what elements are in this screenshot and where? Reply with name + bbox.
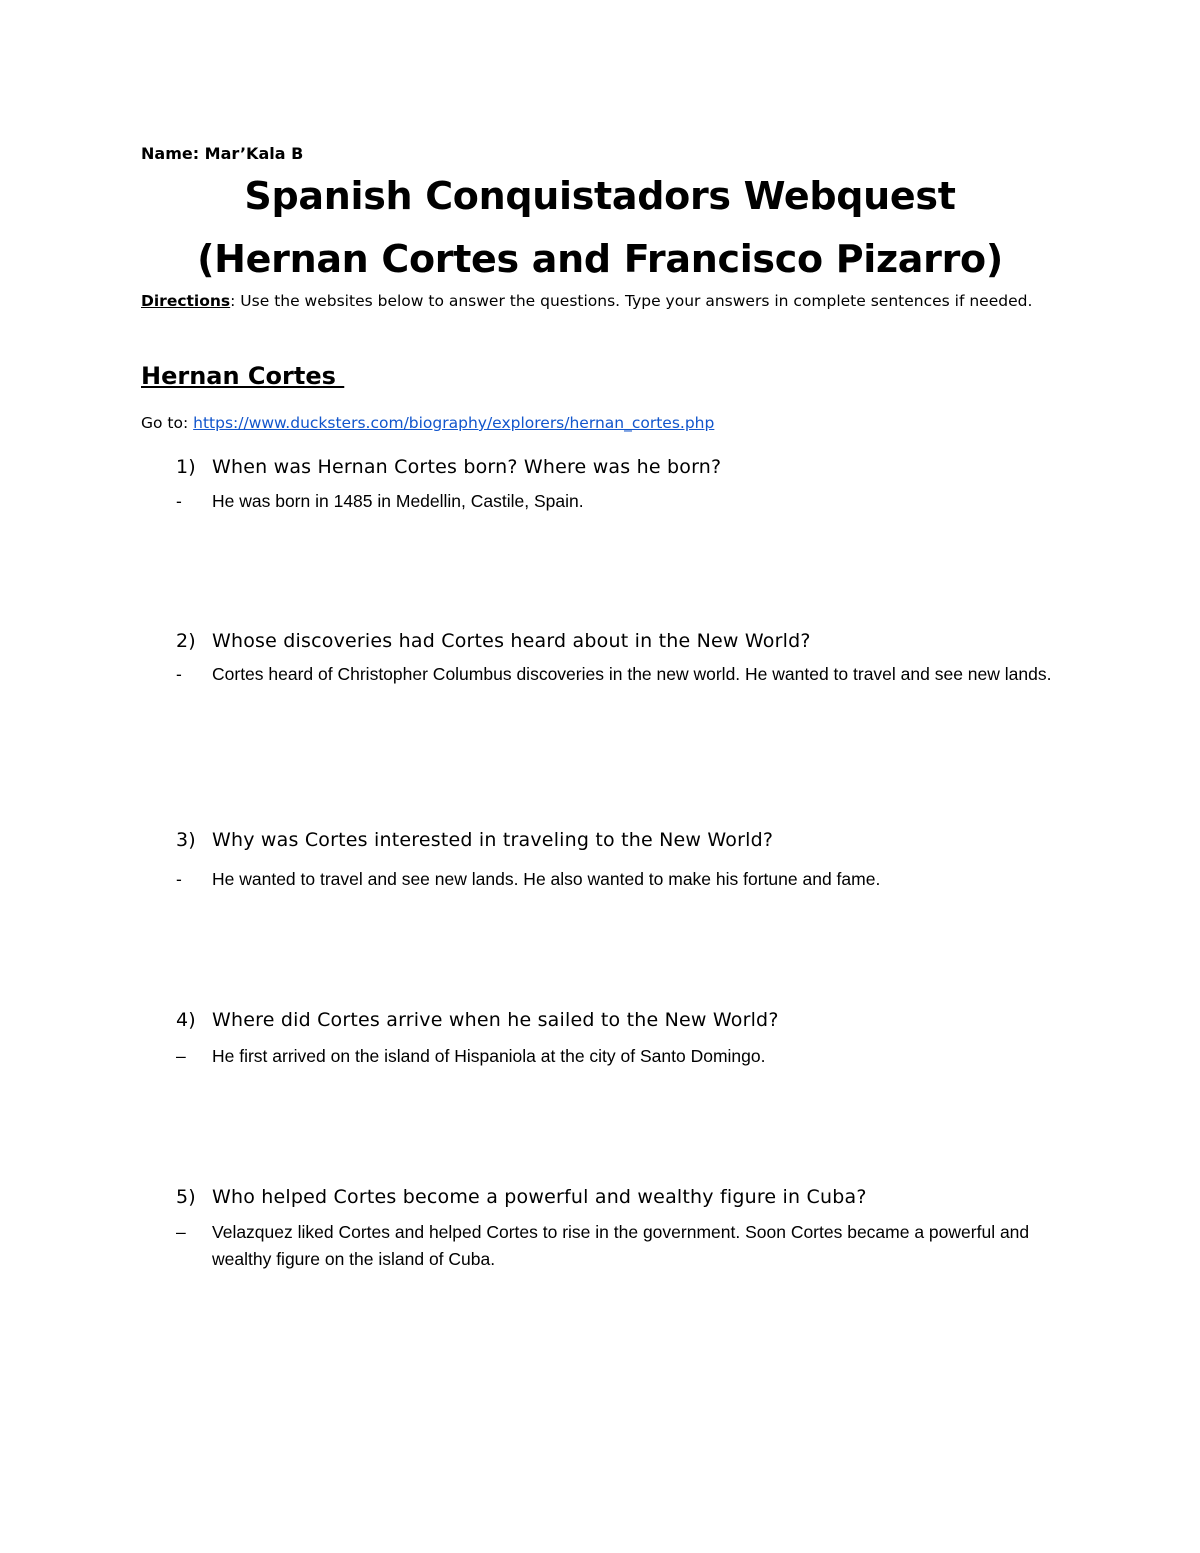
goto-line	[141, 414, 714, 432]
directions-paragraph	[141, 288, 1041, 315]
answer-bullet: –	[176, 1222, 186, 1242]
document-subtitle: (Hernan Cortes and Francisco Pizarro)	[197, 237, 1003, 281]
answer-bullet: -	[176, 664, 182, 684]
answer-5	[176, 1219, 1056, 1273]
answer-text: Velazquez liked Cortes and helped Cortes to rise in the government. Soon Cortes became a powerful and wealthy figure on the island of Cuba.	[212, 1222, 1030, 1269]
document-title: Spanish Conquistadors Webquest	[244, 174, 956, 218]
question-3	[176, 829, 773, 851]
question-text: Why was Cortes interested in traveling to the New World?	[212, 829, 774, 851]
question-5	[176, 1186, 867, 1208]
question-number: 2)	[176, 630, 196, 652]
answer-bullet: -	[176, 869, 182, 889]
answer-text: He wanted to travel and see new lands. He also wanted to make his fortune and fame.	[212, 869, 881, 889]
goto-label: Go to:	[141, 414, 194, 432]
question-number: 4)	[176, 1009, 196, 1031]
question-text: Whose discoveries had Cortes heard about in the New World?	[212, 630, 811, 652]
answer-text: He first arrived on the island of Hispaniola at the city of Santo Domingo.	[212, 1046, 766, 1066]
section-heading: Hernan Cortes	[141, 362, 345, 390]
answer-4	[176, 1043, 1056, 1070]
directions-label: Directions	[141, 292, 231, 310]
answer-bullet: –	[176, 1046, 186, 1066]
question-2	[176, 630, 811, 652]
question-text: Where did Cortes arrive when he sailed to the New World?	[212, 1009, 779, 1031]
question-text: When was Hernan Cortes born? Where was he born?	[212, 456, 722, 478]
question-1	[176, 456, 721, 478]
answer-text: Cortes heard of Christopher Columbus discoveries in the new world. He wanted to travel and see new lands.	[212, 664, 1052, 684]
answer-2	[176, 661, 1056, 688]
student-name: Name: Mar’Kala B	[141, 144, 304, 163]
answer-text: He was born in 1485 in Medellin, Castile, Spain.	[212, 491, 584, 511]
question-number: 1)	[176, 456, 196, 478]
answer-3	[176, 866, 1056, 893]
answer-bullet: -	[176, 491, 182, 511]
question-number: 5)	[176, 1186, 196, 1208]
question-text: Who helped Cortes become a powerful and wealthy figure in Cuba?	[212, 1186, 867, 1208]
directions-text: : Use the websites below to answer the questions. Type your answers in complete sentences if needed.	[230, 292, 1033, 310]
question-4	[176, 1009, 779, 1031]
source-link[interactable]: https://www.ducksters.com/biography/explorers/hernan_cortes.php	[193, 414, 715, 432]
question-number: 3)	[176, 829, 196, 851]
answer-1	[176, 488, 1056, 515]
